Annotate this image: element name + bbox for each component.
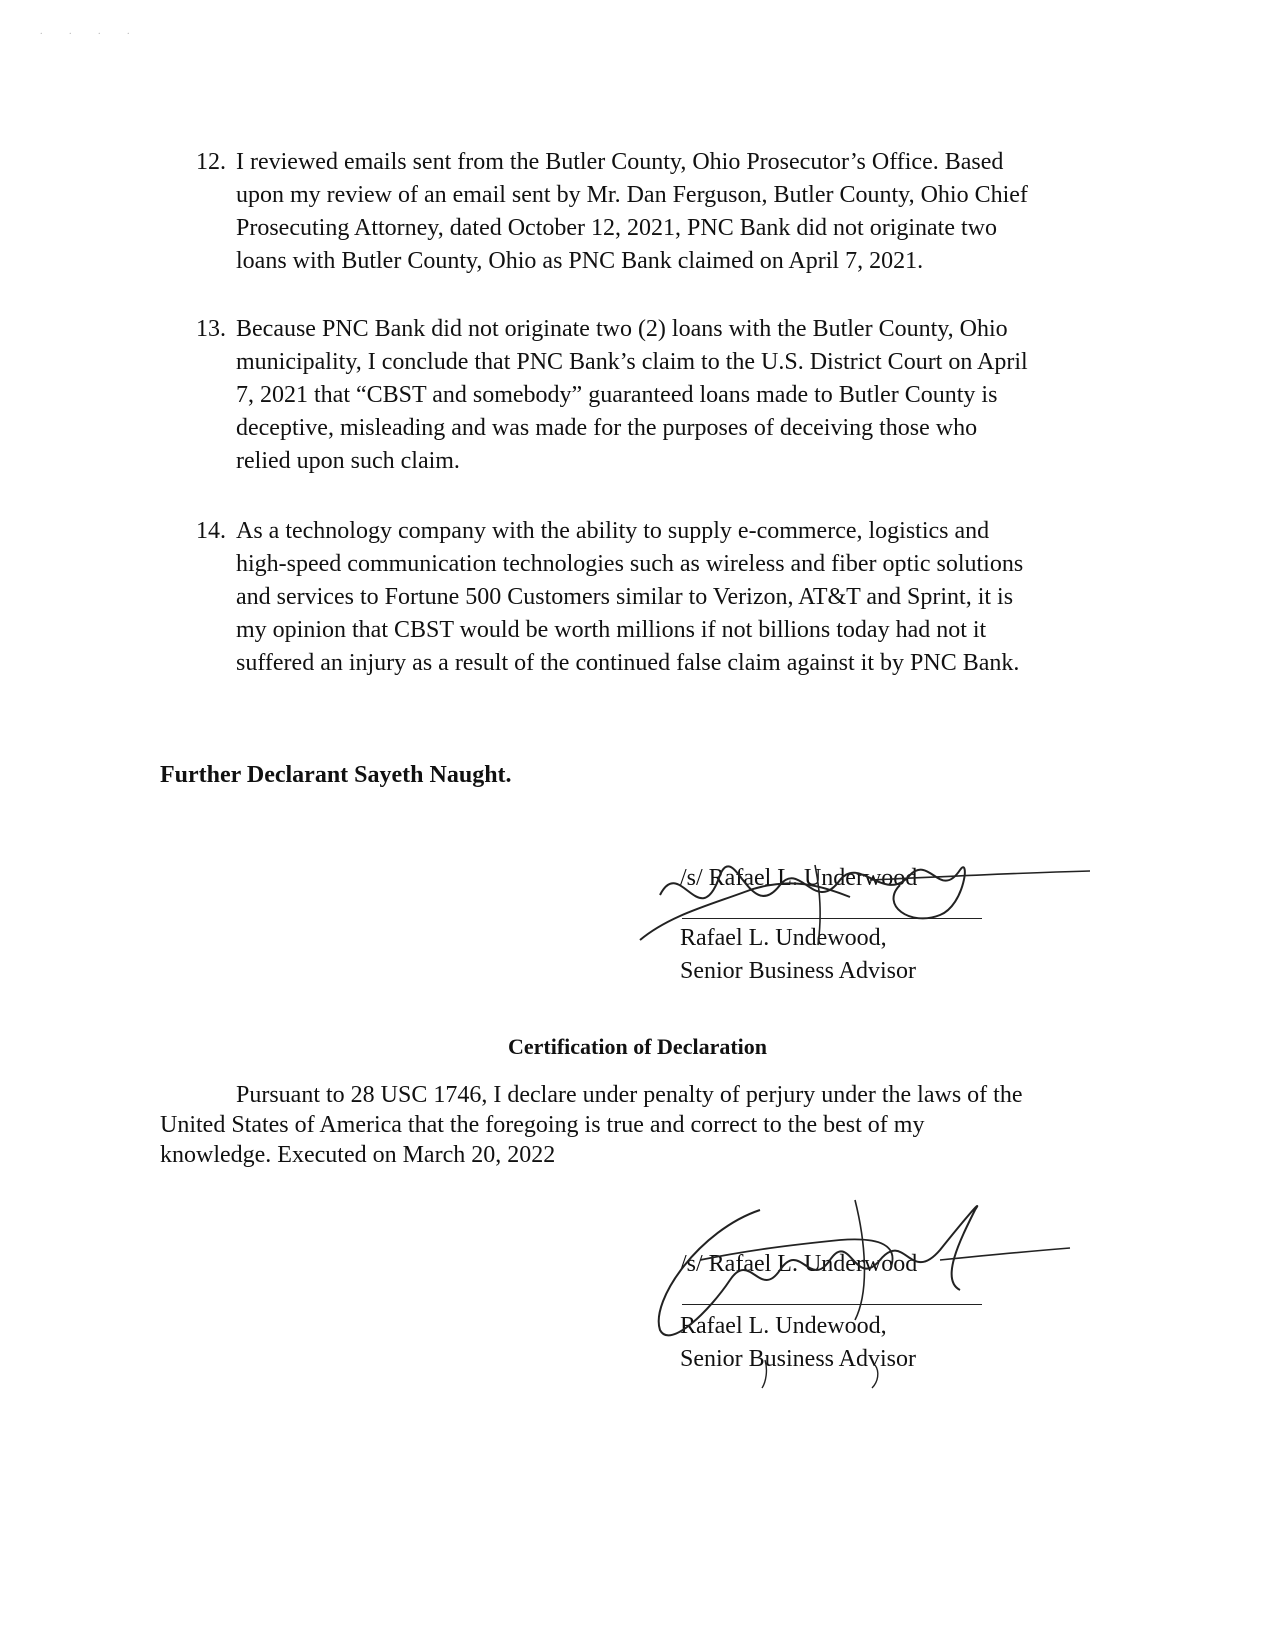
declaration-item-14 — [196, 515, 1136, 680]
item-line: relied upon such claim. — [236, 448, 460, 474]
certification-line: knowledge. Executed on March 20, 2022 — [160, 1142, 556, 1168]
item-line: Prosecuting Attorney, dated October 12, 2021, PNC Bank did not originate two — [236, 215, 998, 241]
certification-heading: Certification of Declaration — [507, 1034, 768, 1059]
item-line: deceptive, misleading and was made for the purposes of deceiving those who — [236, 415, 978, 441]
signatory-title: Senior Business Advisor — [680, 958, 917, 984]
item-line: high-speed communication technologies such as wireless and fiber optic solutions — [236, 551, 1024, 577]
item-number: 14. — [196, 518, 226, 544]
certification-line: United States of America that the foregoing is true and correct to the best of my — [160, 1112, 925, 1138]
signatory-name: Rafael L. Undewood, — [680, 925, 887, 951]
declaration-item-13 — [196, 313, 1136, 478]
item-number: 12. — [196, 149, 226, 175]
item-line: loans with Butler County, Ohio as PNC Bank claimed on April 7, 2021. — [236, 248, 924, 274]
handwritten-signature-2 — [640, 1190, 1080, 1390]
item-number: 13. — [196, 316, 226, 342]
declaration-item-12 — [196, 146, 1136, 278]
item-line: my opinion that CBST would be worth millions if not billions today had not it — [236, 617, 987, 643]
closing-statement: Further Declarant Sayeth Naught. — [160, 762, 512, 788]
item-line: municipality, I conclude that PNC Bank’s claim to the U.S. District Court on April — [236, 349, 1028, 375]
item-line: 7, 2021 that “CBST and somebody” guaranteed loans made to Butler County is — [236, 382, 998, 408]
typed-signature: /s/ Rafael L. Underwood — [680, 865, 918, 891]
item-line: upon my review of an email sent by Mr. Dan Ferguson, Butler County, Ohio Chief — [236, 182, 1028, 208]
certification-body — [160, 1080, 1120, 1170]
item-line: As a technology company with the ability to supply e-commerce, logistics and — [236, 518, 990, 544]
item-line: Because PNC Bank did not originate two (2) loans with the Butler County, Ohio — [236, 316, 1008, 342]
item-line: I reviewed emails sent from the Butler County, Ohio Prosecutor’s Office. Based — [236, 149, 1004, 175]
certification-line: Pursuant to 28 USC 1746, I declare under penalty of perjury under the laws of the — [236, 1082, 1023, 1108]
typed-signature: /s/ Rafael L. Underwood — [680, 1251, 918, 1277]
scan-marks: . . . . — [40, 26, 142, 37]
signatory-title: Senior Business Advisor — [680, 1346, 917, 1372]
handwritten-signature-1 — [640, 845, 1100, 965]
item-line: suffered an injury as a result of the continued false claim against it by PNC Bank. — [236, 650, 1020, 676]
signatory-name: Rafael L. Undewood, — [680, 1313, 887, 1339]
item-line: and services to Fortune 500 Customers similar to Verizon, AT&T and Sprint, it is — [236, 584, 1014, 610]
